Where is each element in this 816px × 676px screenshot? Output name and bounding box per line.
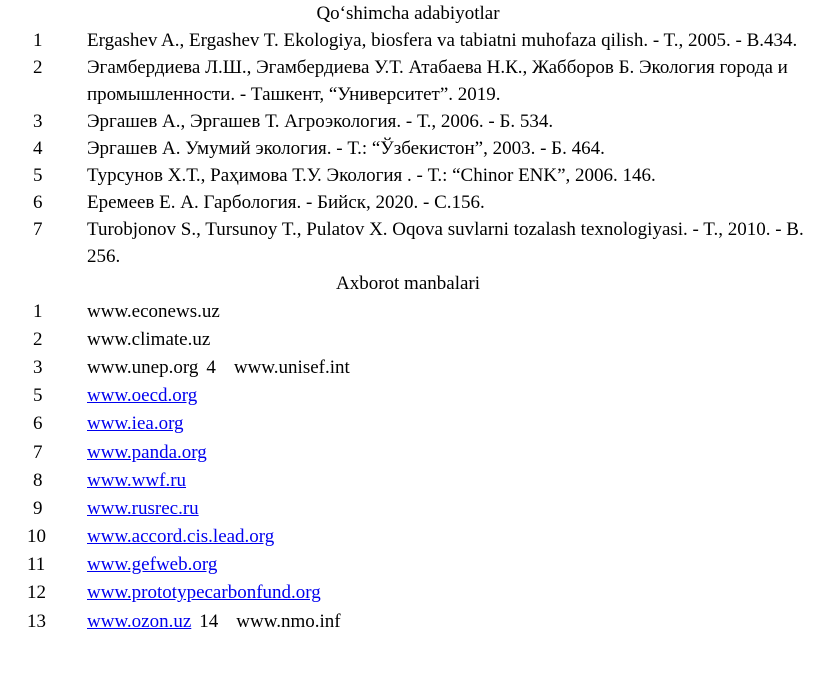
source-number-inline: 14 xyxy=(199,610,219,632)
source-number: 8 xyxy=(33,469,43,491)
source-link[interactable]: www.gefweb.org xyxy=(87,554,218,576)
source-number: 12 xyxy=(27,582,46,604)
source-number: 1 xyxy=(33,300,43,322)
reference-number: 4 xyxy=(33,138,43,159)
reference-number: 7 xyxy=(33,219,43,240)
reference-item xyxy=(0,108,816,135)
source-number: 6 xyxy=(33,413,43,435)
source-number: 11 xyxy=(27,554,46,576)
reference-number: 5 xyxy=(33,165,43,186)
reference-item xyxy=(0,216,816,270)
source-item xyxy=(0,410,816,438)
reference-item xyxy=(0,135,816,162)
source-link[interactable]: www.rusrec.ru xyxy=(87,497,199,519)
source-link[interactable]: www.wwf.ru xyxy=(87,469,187,491)
source-link[interactable]: www.iea.org xyxy=(87,413,184,435)
source-link[interactable]: www.accord.cis.lead.org xyxy=(87,526,275,548)
reference-number: 1 xyxy=(33,30,43,51)
reference-text: Turobjonov S., Tursunoy T., Pulatov X. Oqova suvlarni tozalash texnologiyasi. - T., 2010. - B. 256. xyxy=(87,219,804,267)
source-number: 7 xyxy=(33,441,43,463)
source-item xyxy=(0,551,816,579)
source-number: 13 xyxy=(27,610,46,632)
source-item xyxy=(0,297,816,325)
source-url[interactable]: www.econews.uz xyxy=(87,300,220,322)
reference-number: 6 xyxy=(33,192,43,213)
source-number: 3 xyxy=(33,356,43,378)
source-url[interactable]: www.unisef.int xyxy=(233,356,350,378)
source-item xyxy=(0,579,816,607)
source-item xyxy=(0,438,816,466)
references-heading: Qo‘shimcha adabiyotlar xyxy=(316,3,500,24)
source-number: 5 xyxy=(33,385,43,407)
source-link[interactable]: www.ozon.uz xyxy=(87,610,192,632)
source-item xyxy=(0,523,816,551)
reference-text: Эгамбердиева Л.Ш., Эгамбердиева У.Т. Атабаева Н.К., Жабборов Б. Экология города и промышленности. - Ташкент, “Университет”. 2019. xyxy=(87,57,788,105)
source-link[interactable]: www.panda.org xyxy=(87,441,207,463)
reference-text: Эргашев А. Умумий экология. - Т.: “Ўзбекистон”, 2003. - Б. 464. xyxy=(87,138,605,159)
source-item xyxy=(0,353,816,381)
source-item xyxy=(0,325,816,353)
reference-text: Турсунов Х.Т., Раҳимова Т.У. Экология . - Т.: “Chinor ENK”, 2006. 146. xyxy=(87,165,656,186)
source-number: 9 xyxy=(33,497,43,519)
source-item xyxy=(0,607,816,635)
reference-text: Ergashev A., Ergashev T. Ekologiya, biosfera va tabiatni muhofaza qilish. - T., 2005. - B.434. xyxy=(87,30,798,51)
reference-item xyxy=(0,54,816,108)
source-url[interactable]: www.unep.org xyxy=(87,356,199,378)
sources-heading: Axborot manbalari xyxy=(335,273,481,294)
source-number-inline: 4 xyxy=(206,356,216,378)
reference-item xyxy=(0,162,816,189)
reference-number: 2 xyxy=(33,57,43,78)
reference-number: 3 xyxy=(33,111,43,132)
source-item xyxy=(0,466,816,494)
source-number: 2 xyxy=(33,328,43,350)
references-list xyxy=(0,27,816,270)
source-number: 10 xyxy=(27,526,46,548)
reference-item xyxy=(0,27,816,54)
source-item xyxy=(0,494,816,522)
reference-item xyxy=(0,189,816,216)
source-url[interactable]: www.climate.uz xyxy=(87,328,211,350)
reference-text: Еремеев Е. А. Гарбология. - Бийск, 2020. - С.156. xyxy=(87,192,485,213)
reference-text: Эргашев А., Эргашев Т. Агроэкология. - Т., 2006. - Б. 534. xyxy=(87,111,554,132)
source-url[interactable]: www.nmo.inf xyxy=(236,610,341,632)
source-link[interactable]: www.prototypecarbonfund.org xyxy=(87,582,321,604)
source-link[interactable]: www.oecd.org xyxy=(87,385,198,407)
source-item xyxy=(0,382,816,410)
sources-list xyxy=(0,297,816,635)
